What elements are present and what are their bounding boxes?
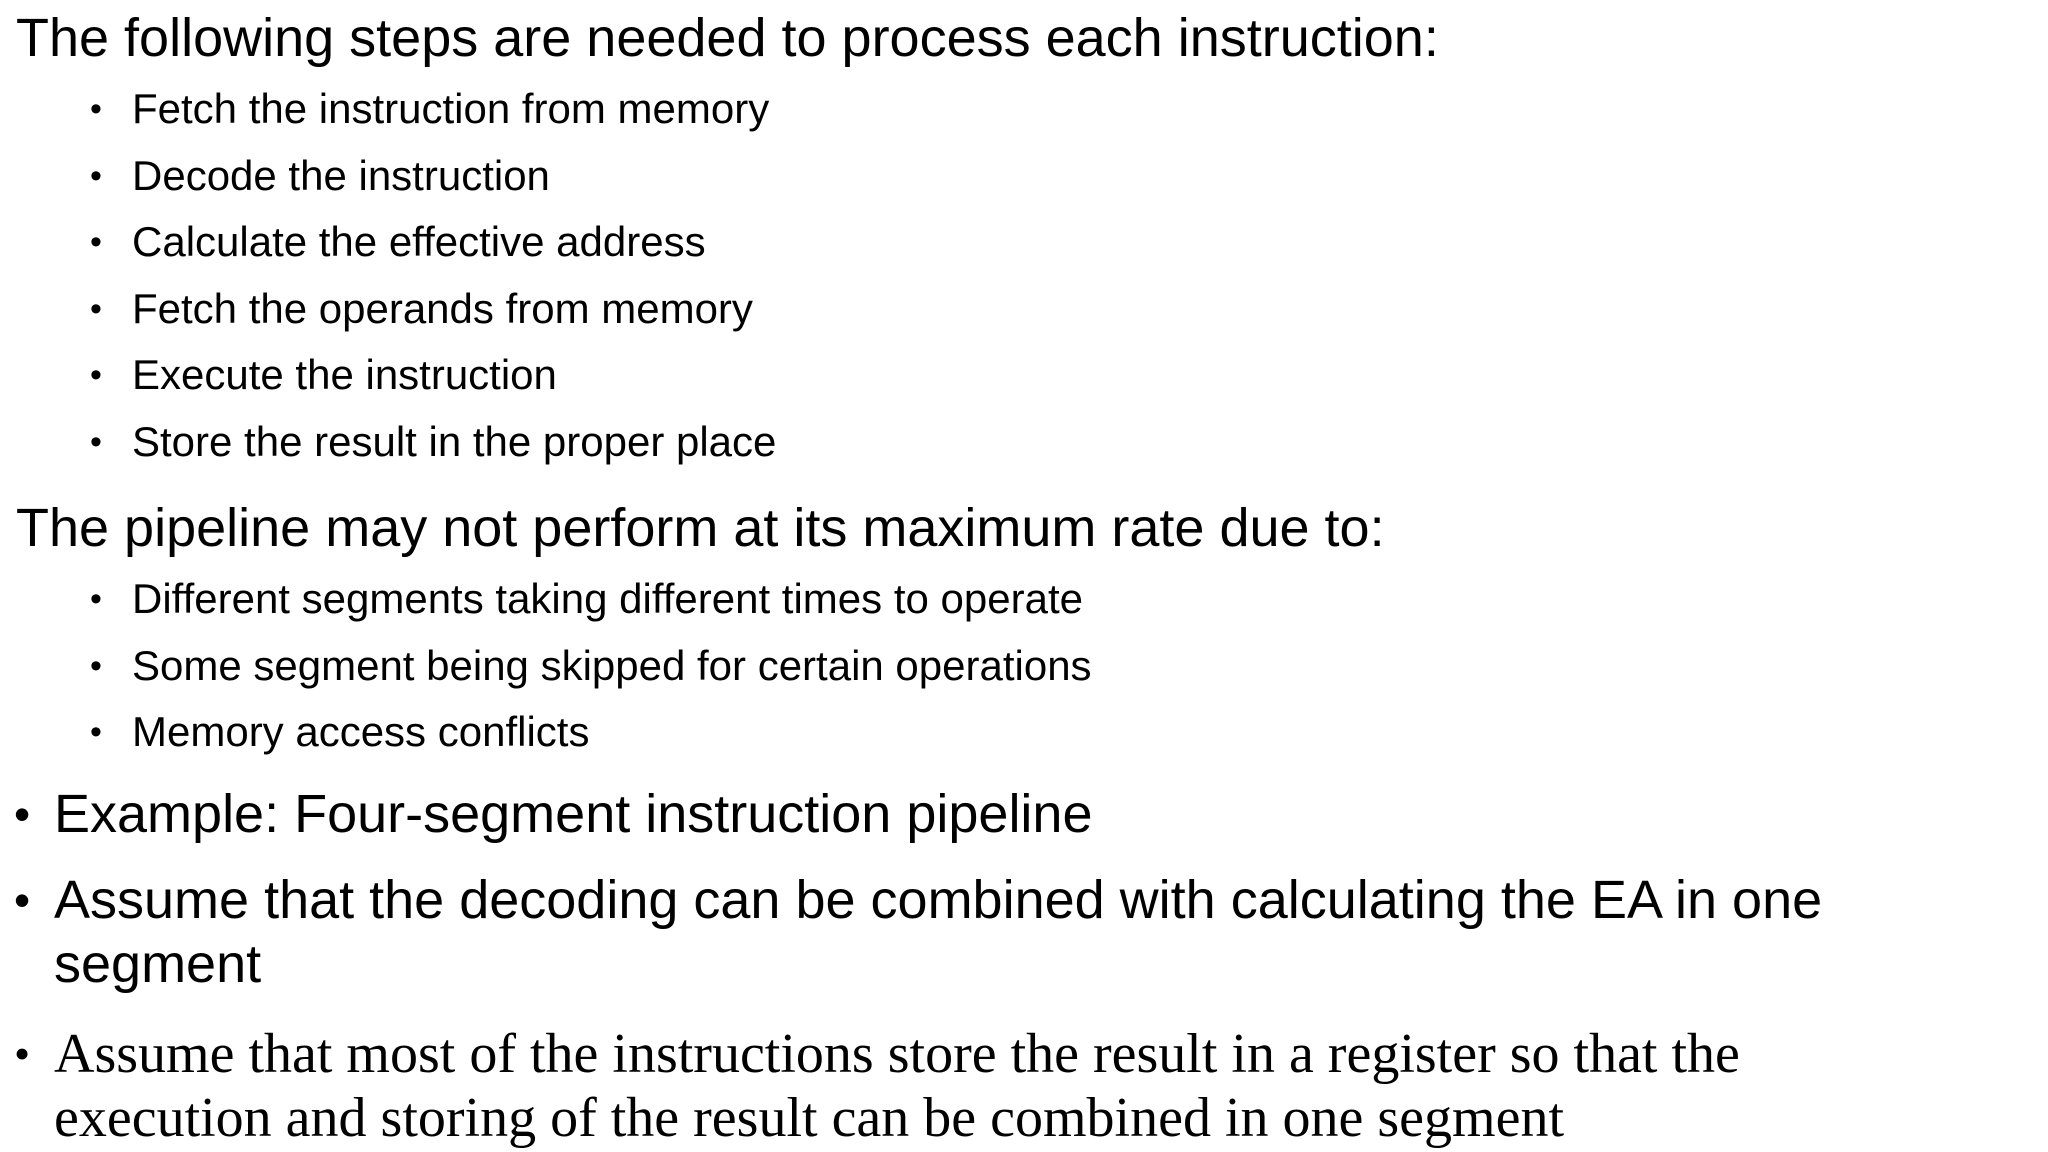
list-item: • Some segment being skipped for certain operations xyxy=(90,633,1092,700)
bullet-icon: • xyxy=(90,90,102,128)
list-item: • Execute the instruction xyxy=(90,342,776,409)
bullet-icon: • xyxy=(90,223,102,261)
bullet-icon: • xyxy=(90,422,102,461)
bullet-icon: • xyxy=(90,580,102,618)
point-example: • Example: Four-segment instruction pipeline xyxy=(14,784,1093,844)
bullet-icon: • xyxy=(90,289,102,328)
bullet-icon: • xyxy=(90,646,102,685)
list-item: • Fetch the instruction from memory xyxy=(90,76,776,143)
list-item: • Different segments taking different times to operate xyxy=(90,566,1092,633)
list-item: • Decode the instruction xyxy=(90,143,776,210)
reasons-list xyxy=(90,566,1092,766)
bullet-icon: • xyxy=(14,1028,31,1079)
list-item: • Store the result in the proper place xyxy=(90,409,776,476)
bullet-icon: • xyxy=(14,874,31,926)
heading-steps: The following steps are needed to process each instruction: xyxy=(16,8,1439,68)
bullet-icon: • xyxy=(90,356,102,394)
steps-list xyxy=(90,76,776,475)
bullet-icon: • xyxy=(14,788,31,840)
bullet-icon: • xyxy=(90,156,102,195)
list-item: • Fetch the operands from memory xyxy=(90,276,776,343)
bullet-icon: • xyxy=(90,713,102,751)
point-storing: • Assume that most of the instructions store the result in a register so that the execution and storing of the result can be combined in one segment xyxy=(14,1023,1740,1149)
heading-pipeline-rate: The pipeline may not perform at its maximum rate due to: xyxy=(16,498,1385,558)
list-item: • Calculate the effective address xyxy=(90,209,776,276)
point-decoding: • Assume that the decoding can be combined with calculating the EA in one segment xyxy=(14,870,1823,994)
list-item: • Memory access conflicts xyxy=(90,699,1092,766)
